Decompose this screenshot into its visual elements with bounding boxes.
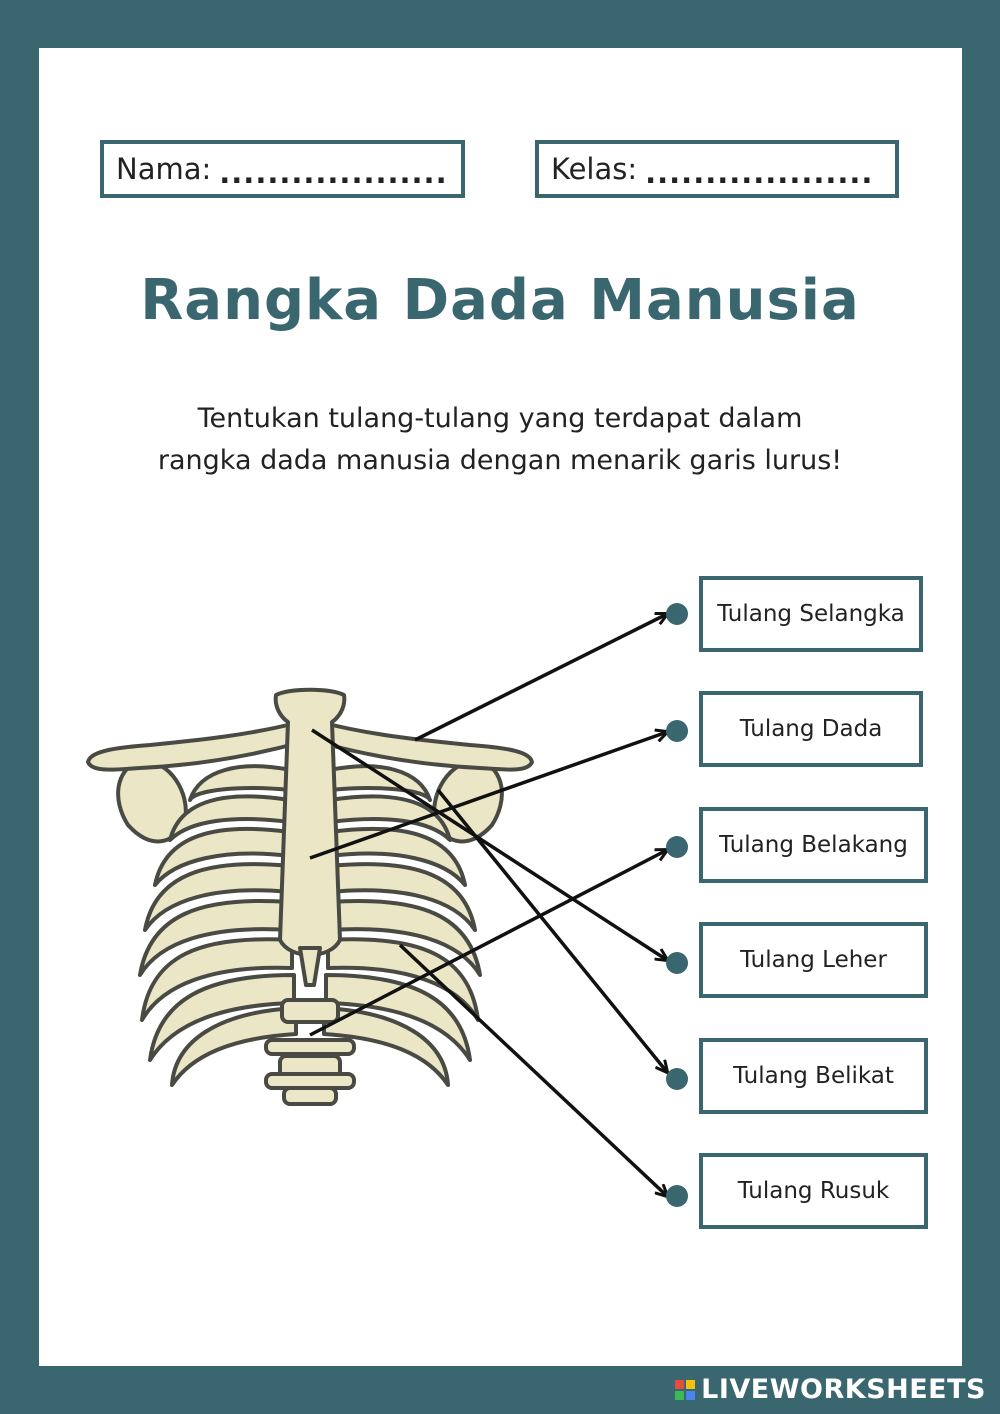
- connector-dot-2[interactable]: [666, 720, 688, 742]
- right-clavicle: [318, 722, 532, 770]
- instructions-line-2: rangka dada manusia dengan menarik garis lurus!: [157, 445, 843, 476]
- xiphoid-process: [300, 948, 320, 985]
- name-blank: ...................: [219, 156, 448, 190]
- liveworksheets-watermark: [675, 1374, 986, 1405]
- connector-dot-4[interactable]: [666, 952, 688, 974]
- answer-label: Tulang Belakang: [719, 832, 908, 858]
- sternum: [276, 690, 345, 955]
- answer-box-tulang-rusuk[interactable]: [699, 1153, 928, 1229]
- instructions-line-1: Tentukan tulang-tulang yang terdapat dalam: [197, 403, 803, 434]
- answer-label: Tulang Belikat: [733, 1063, 894, 1089]
- answer-box-tulang-selangka[interactable]: [699, 576, 923, 652]
- class-label: Kelas:: [551, 152, 638, 186]
- answer-box-tulang-leher[interactable]: [699, 922, 928, 998]
- connector-dot-3[interactable]: [666, 836, 688, 858]
- answer-box-tulang-belikat[interactable]: [699, 1038, 928, 1114]
- answer-box-tulang-belakang[interactable]: [699, 807, 928, 883]
- arrow-to-tulang-selangka: [415, 614, 667, 740]
- answer-box-tulang-dada[interactable]: [699, 691, 923, 767]
- connector-dot-1[interactable]: [666, 603, 688, 625]
- arrow-to-tulang-belikat: [438, 790, 667, 1072]
- answer-label: Tulang Rusuk: [737, 1178, 890, 1204]
- left-clavicle: [88, 722, 302, 770]
- answer-label: Tulang Dada: [739, 716, 883, 742]
- answer-label: Tulang Selangka: [717, 601, 905, 627]
- connector-dot-6[interactable]: [666, 1185, 688, 1207]
- ribcage-illustration: [88, 690, 532, 1104]
- page-title: Rangka Dada Manusia: [140, 268, 860, 333]
- watermark-text: LIVEWORKSHEETS: [701, 1374, 986, 1405]
- connector-dot-5[interactable]: [666, 1068, 688, 1090]
- answer-label: Tulang Leher: [740, 947, 887, 973]
- class-blank: ...................: [645, 156, 874, 190]
- liveworksheets-logo-icon: [675, 1380, 695, 1400]
- name-label: Nama:: [116, 152, 212, 186]
